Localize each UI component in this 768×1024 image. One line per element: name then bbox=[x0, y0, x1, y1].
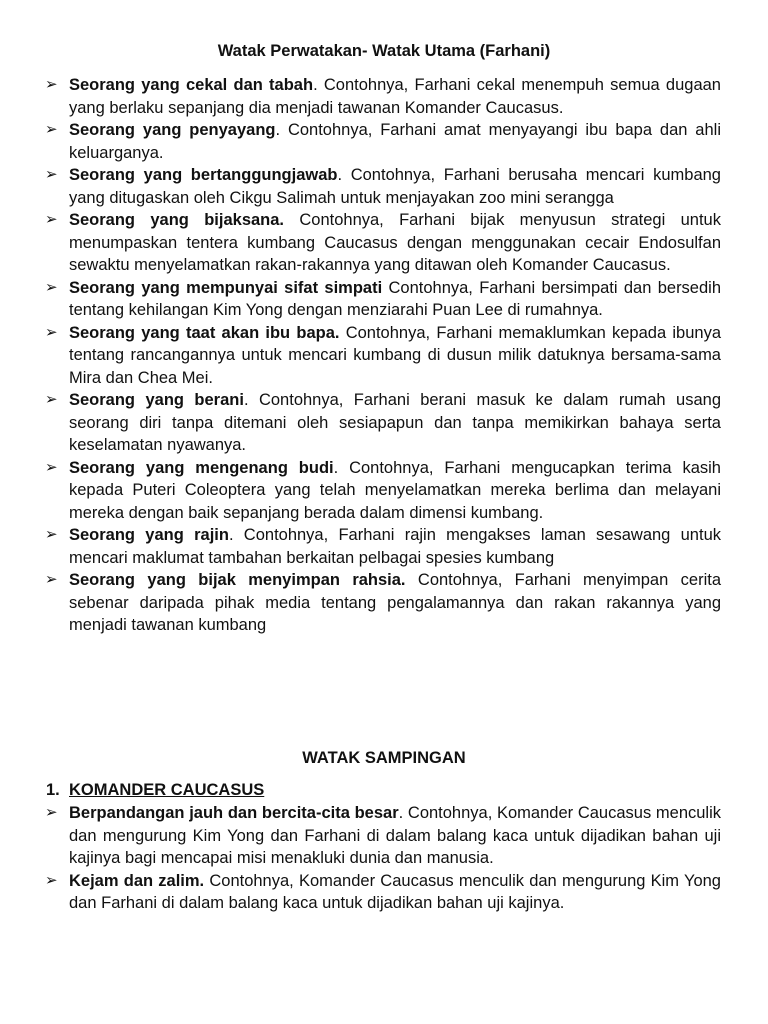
bullet-text bbox=[69, 802, 721, 870]
sub-heading-name: KOMANDER CAUCASUS bbox=[69, 781, 265, 799]
trait-example: . Contohnya, Farhani amat menyayangi ibu bapa dan ahli keluarganya. bbox=[69, 121, 721, 162]
trait-label: Berpandangan jauh dan bercita-cita besar bbox=[69, 804, 399, 822]
main-character-traits-list bbox=[0, 74, 768, 637]
section-title: WATAK SAMPINGAN bbox=[302, 749, 466, 767]
bullet-item bbox=[0, 457, 721, 525]
bullet-item bbox=[0, 277, 721, 322]
arrow-bullet-icon: ➢ bbox=[45, 804, 58, 821]
bullet-item bbox=[0, 119, 721, 164]
trait-example: . Contohnya, Komander Caucasus menculik dan mengurung Kim Yong dan Farhani di dalam balang kaca untuk dijadikan bahan uji kajinya bagi mencapai misi menakluki dunia dan manusia. bbox=[69, 804, 721, 867]
arrow-bullet-icon: ➢ bbox=[45, 871, 58, 889]
arrow-bullet-icon: ➢ bbox=[45, 278, 58, 296]
bullet-text bbox=[69, 870, 721, 915]
bullet-item bbox=[0, 209, 721, 277]
bullet-text bbox=[69, 524, 721, 569]
bullet-text bbox=[69, 164, 721, 209]
trait-label: Seorang yang bertanggungjawab bbox=[69, 166, 338, 184]
bullet-text bbox=[69, 569, 721, 637]
bullet-text bbox=[69, 209, 721, 277]
arrow-bullet-icon: ➢ bbox=[45, 121, 58, 138]
trait-example: Contohnya, Farhani bijak menyusun strategi untuk menumpaskan tentera kumbang Caucasus dengan menggunakan cecair Endosulfan sewaktu menyelamatkan rakan-rakannya yang ditawan oleh Komander Caucasus. bbox=[69, 211, 721, 274]
trait-example: . Contohnya, Farhani mengucapkan terima kasih kepada Puteri Coleoptera yang telah menyelamatkan mereka berlima dan melayani mereka dengan baik sepanjang berada dalam dimensi kumbang. bbox=[69, 458, 721, 522]
trait-label: Seorang yang bijaksana. bbox=[69, 211, 285, 229]
bullet-item bbox=[0, 164, 721, 209]
bullet-text bbox=[69, 119, 721, 164]
trait-label: Seorang yang penyayang bbox=[69, 121, 276, 139]
trait-example: Contohnya, Farhani memaklumkan kepada ibunya tentang rancangannya untuk mencari kumbang di dusun milik datuknya bersama-sama Mira dan Chea Mei. bbox=[69, 323, 721, 387]
trait-label: Seorang yang mempunyai sifat simpati bbox=[69, 278, 383, 297]
trait-example: . Contohnya, Farhani berusaha mencari kumbang yang ditugaskan oleh Cikgu Salimah untuk menjayakan zoo mini serangga bbox=[69, 166, 721, 207]
bullet-text bbox=[69, 322, 721, 390]
bullet-item bbox=[0, 389, 721, 457]
trait-label: Seorang yang berani bbox=[69, 391, 244, 409]
trait-label: Seorang yang taat akan ibu bapa. bbox=[69, 323, 340, 342]
trait-label: Seorang yang cekal dan tabah bbox=[69, 76, 314, 94]
arrow-bullet-icon: ➢ bbox=[45, 458, 58, 476]
trait-example: . Contohnya, Farhani rajin mengakses laman sesawang untuk mencari maklumat tambahan berkaitan pelbagai spesies kumbang bbox=[69, 526, 721, 567]
trait-example: Contohnya, Farhani menyimpan cerita sebenar daripada pihak media tentang pengalamannya dan rakan rakannya yang menjadi tawanan kumbang bbox=[69, 571, 722, 634]
trait-label: Seorang yang rajin bbox=[69, 526, 229, 544]
sub-heading bbox=[46, 779, 264, 801]
page-title: Watak Perwatakan- Watak Utama (Farhani) bbox=[217, 42, 551, 60]
arrow-bullet-icon: ➢ bbox=[45, 391, 58, 408]
arrow-bullet-icon: ➢ bbox=[45, 323, 58, 341]
bullet-item bbox=[0, 74, 721, 119]
trait-example: . Contohnya, Farhani cekal menempuh semua dugaan yang berlaku sepanjang dia menjadi tawanan Komander Caucasus. bbox=[69, 76, 721, 117]
arrow-bullet-icon: ➢ bbox=[45, 76, 58, 93]
side-character-traits-list bbox=[0, 802, 768, 915]
bullet-text bbox=[69, 457, 721, 525]
arrow-bullet-icon: ➢ bbox=[45, 211, 58, 228]
bullet-item bbox=[0, 870, 721, 915]
bullet-item bbox=[0, 569, 721, 637]
trait-example: . Contohnya, Farhani berani masuk ke dalam rumah usang seorang diri tanpa ditemani oleh sesiapapun dan tanpa memikirkan bahaya serta keselamatan nyawanya. bbox=[69, 391, 721, 454]
trait-label: Kejam dan zalim. bbox=[69, 871, 205, 890]
trait-label: Seorang yang mengenang budi bbox=[69, 458, 334, 477]
arrow-bullet-icon: ➢ bbox=[45, 571, 58, 588]
bullet-text bbox=[69, 389, 721, 457]
trait-example: Contohnya, Komander Caucasus menculik dan mengurung Kim Yong dan Farhani di dalam balang kaca untuk dijadikan bahan uji kajinya. bbox=[69, 871, 721, 912]
trait-example: Contohnya, Farhani bersimpati dan bersedih tentang kehilangan Kim Yong dengan menziarahi Puan Lee di rumahnya. bbox=[69, 278, 722, 319]
arrow-bullet-icon: ➢ bbox=[45, 166, 58, 183]
bullet-text bbox=[69, 74, 721, 119]
bullet-text bbox=[69, 277, 721, 322]
sub-heading-number: 1. bbox=[46, 781, 60, 799]
bullet-item bbox=[0, 524, 721, 569]
bullet-item bbox=[0, 322, 721, 390]
arrow-bullet-icon: ➢ bbox=[45, 526, 58, 543]
trait-label: Seorang yang bijak menyimpan rahsia. bbox=[69, 571, 406, 589]
bullet-item bbox=[0, 802, 721, 870]
